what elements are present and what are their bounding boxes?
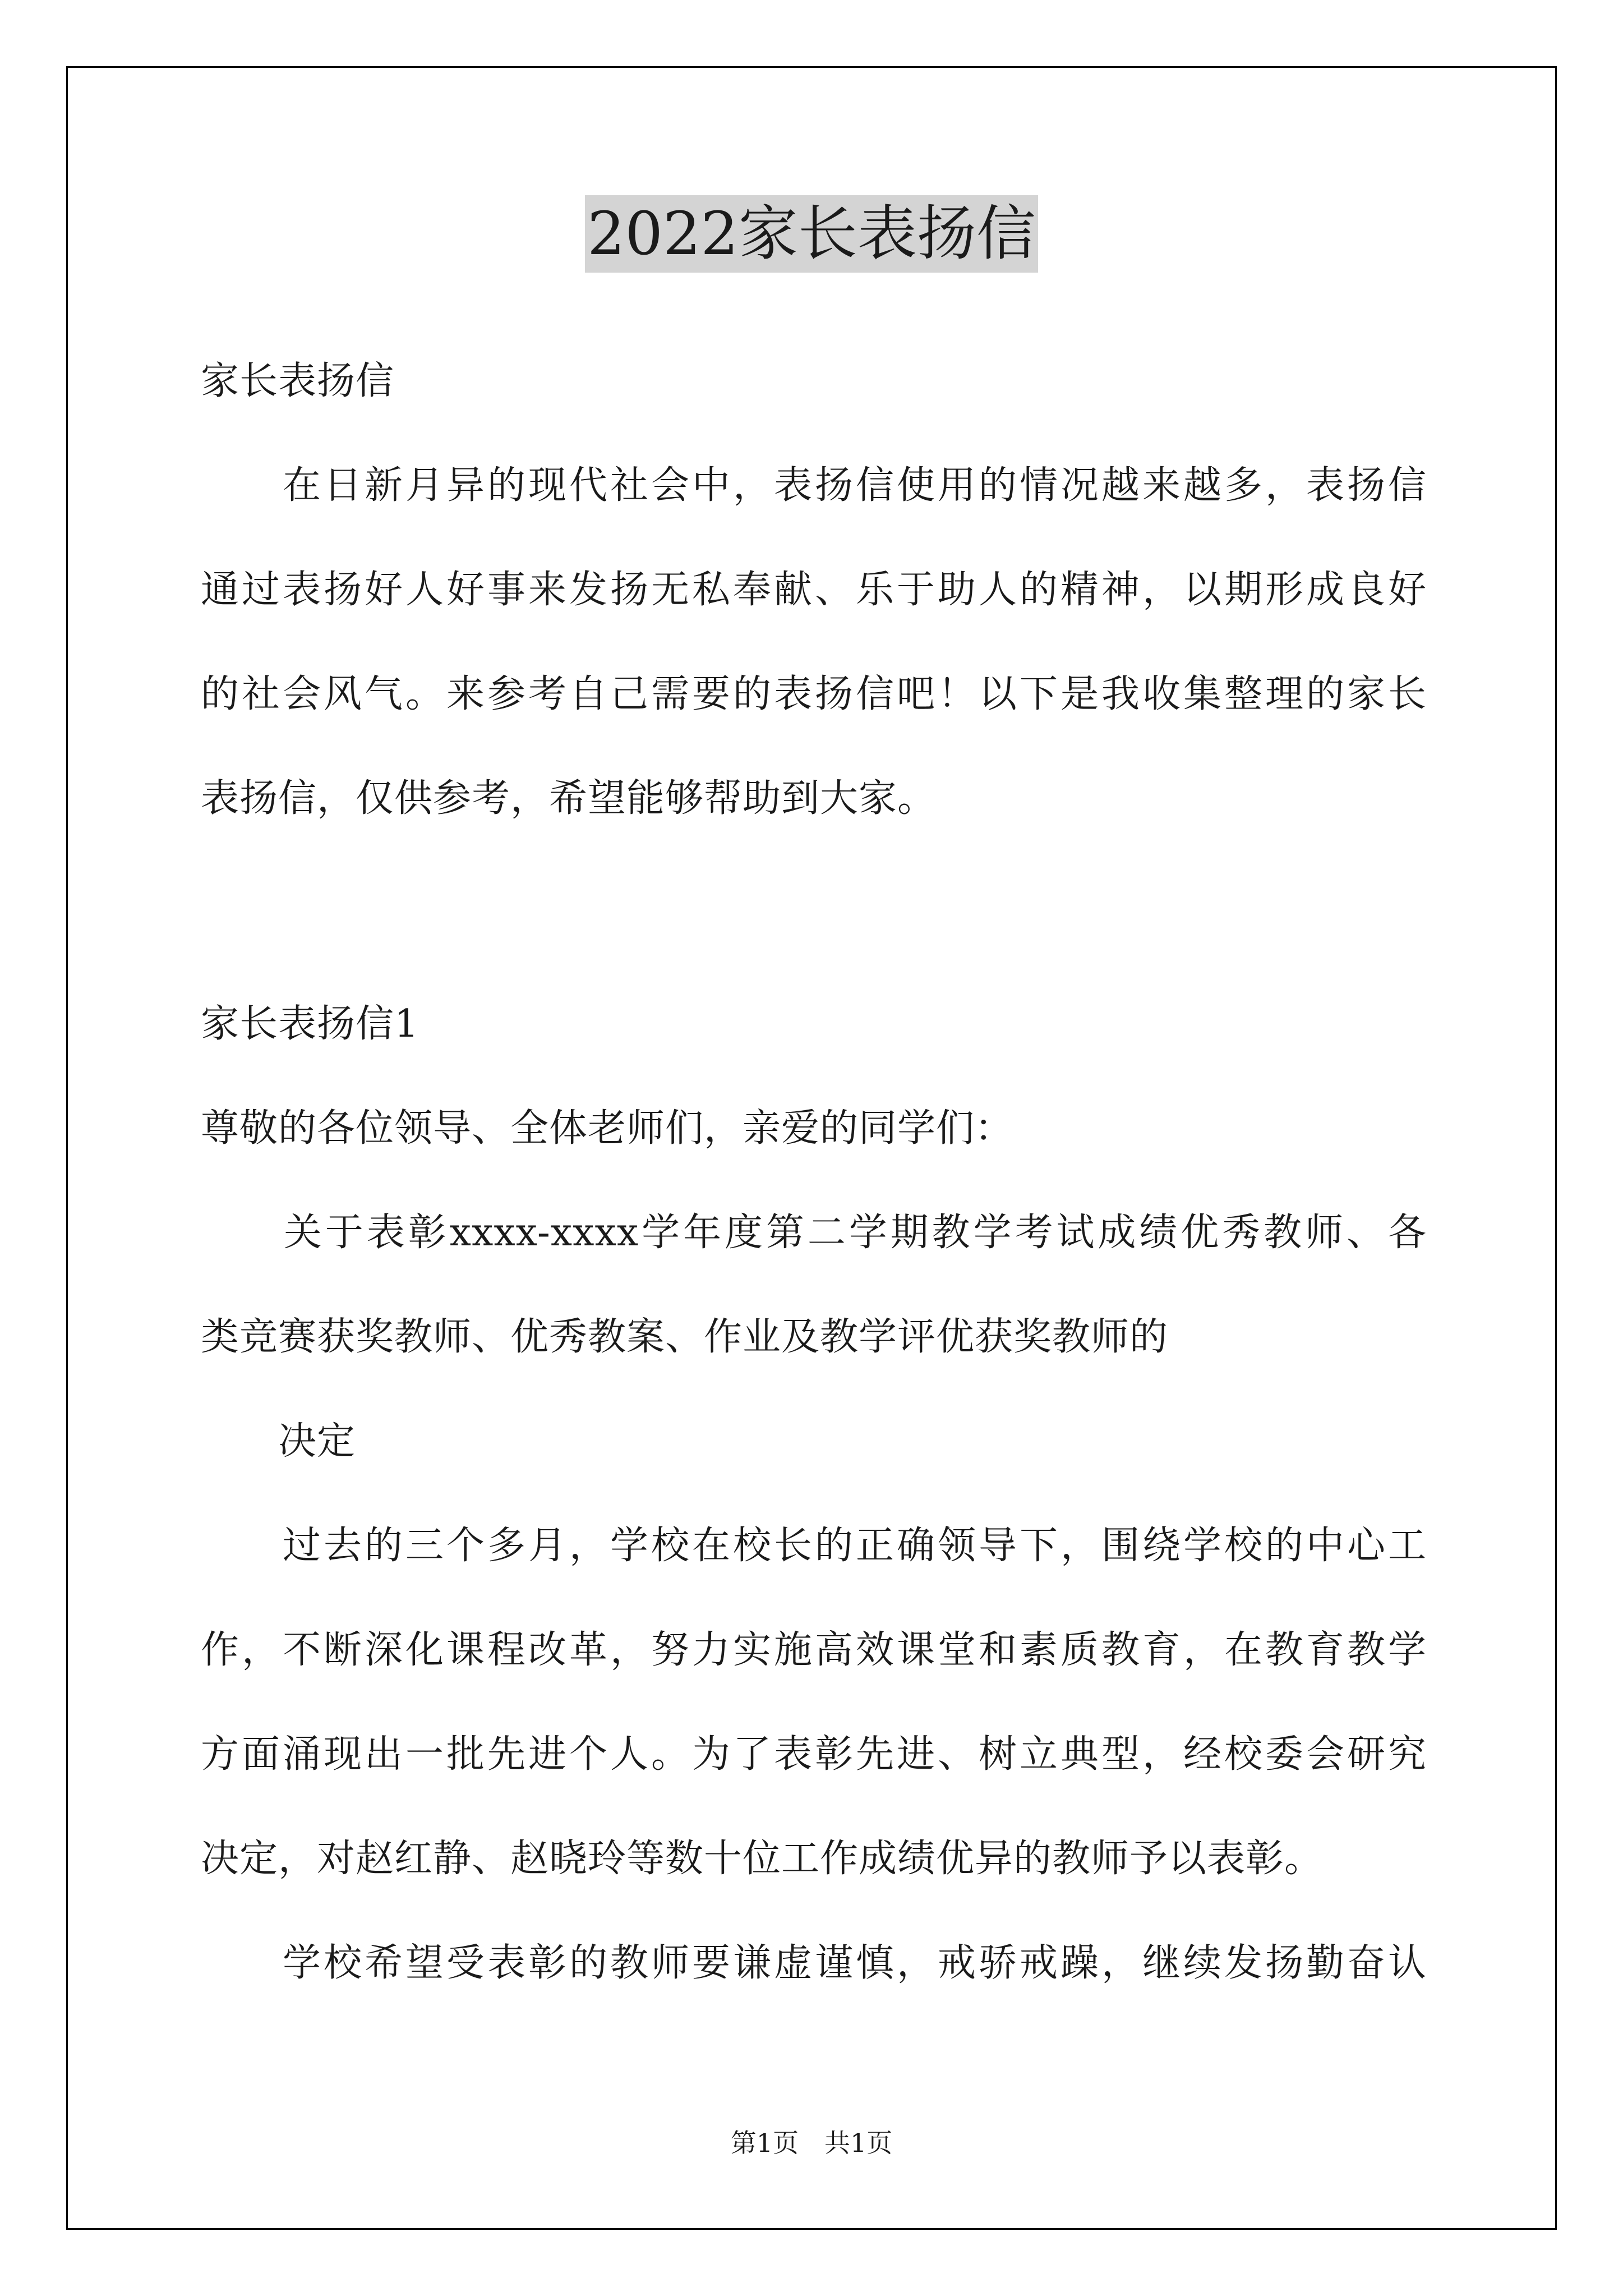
text-line: 类竞赛获奖教师、优秀教案、作业及教学评优获奖教师的 <box>201 1315 1169 1359</box>
page-footer: 第1页 共1页 <box>730 2128 893 2158</box>
text-line: 过去的三个多月，学校在校长的正确领导下，围绕学校的中心工 <box>201 1524 1427 1568</box>
text-line: 表扬信，仅供参考，希望能够帮助到大家。 <box>201 776 937 821</box>
text-line: 家长表扬信 <box>201 359 395 403</box>
text-line: 方面涌现出一批先进个人。为了表彰先进、树立典型，经校委会研究 <box>201 1732 1427 1777</box>
text-line: 的社会风气。来参考自己需要的表扬信吧！以下是我收集整理的家长 <box>201 672 1427 716</box>
text-line: 学校希望受表彰的教师要谦虚谨慎，戒骄戒躁，继续发扬勤奋认 <box>201 1941 1427 1985</box>
text-line: 在日新月异的现代社会中，表扬信使用的情况越来越多，表扬信 <box>201 463 1427 508</box>
text-line: 关于表彰xxxx-xxxx学年度第二学期教学考试成绩优秀教师、各 <box>201 1211 1427 1255</box>
text-line: 通过表扬好人好事来发扬无私奉献、乐于助人的精神，以期形成良好 <box>201 568 1427 612</box>
title-container <box>0 195 1623 273</box>
text-line: 尊敬的各位领导、全体老师们，亲爱的同学们： <box>201 1106 1014 1151</box>
text-line: 家长表扬信1 <box>201 1002 419 1046</box>
text-line: 决定 <box>201 1419 356 1464</box>
text-line: 决定，对赵红静、赵晓玲等数十位工作成绩优异的教师予以表彰。 <box>201 1837 1324 1881</box>
text-line: 作，不断深化课程改革，努力实施高效课堂和素质教育，在教育教学 <box>201 1628 1427 1672</box>
page-title: 2022家长表扬信 <box>585 195 1038 273</box>
